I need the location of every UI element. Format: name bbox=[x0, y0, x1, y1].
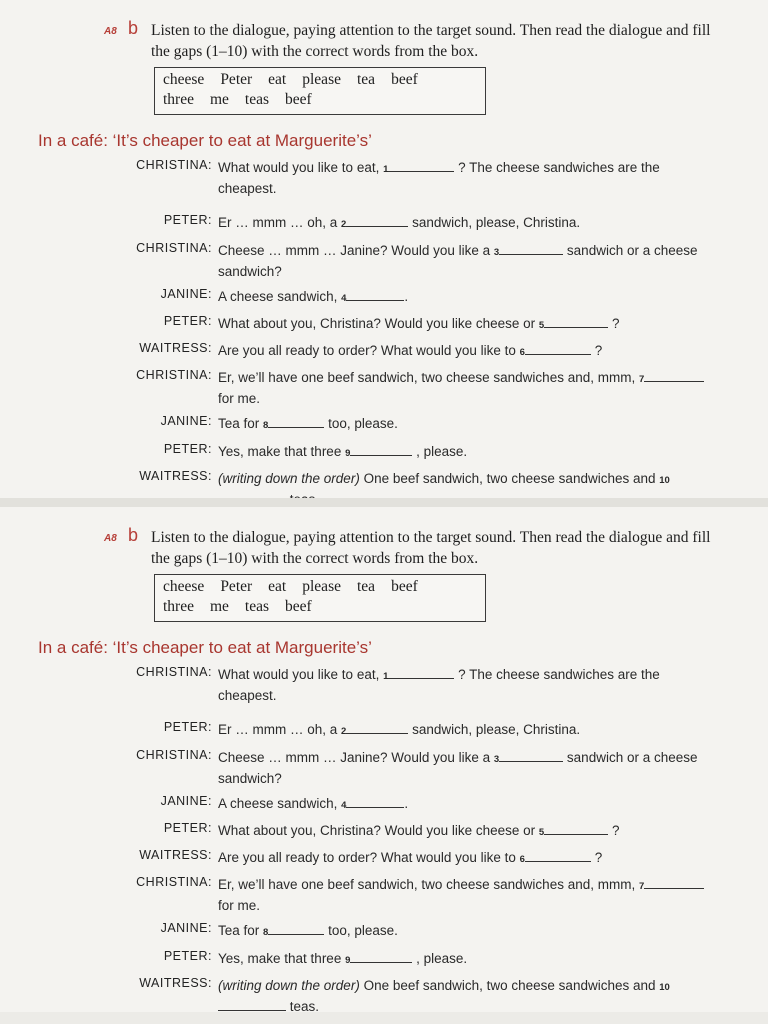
gap-number: 8 bbox=[263, 927, 269, 938]
worksheet-section-1 bbox=[0, 0, 768, 498]
word-box-row-1 bbox=[163, 578, 434, 596]
speech-after-gap: ? bbox=[608, 823, 620, 838]
gap-number: 4 bbox=[341, 293, 347, 304]
speech-before-gap: Tea for bbox=[218, 923, 264, 938]
speech-before-gap: Er … mmm … oh, a bbox=[218, 215, 342, 230]
word-box bbox=[154, 67, 486, 115]
answer-gap[interactable] bbox=[346, 796, 404, 808]
word-box-word: beef bbox=[391, 578, 418, 595]
speech-before-gap: Cheese … mmm … Janine? Would you like a bbox=[218, 243, 494, 258]
speech-after-gap: too, please. bbox=[324, 923, 398, 938]
speech-before-gap: Yes, make that three bbox=[218, 444, 346, 459]
speech-before-gap: One beef sandwich, two cheese sandwiches and bbox=[359, 471, 660, 486]
speech-before-gap: Are you all ready to order? What would you like to bbox=[218, 343, 520, 358]
speech-after-gap: ? bbox=[590, 343, 603, 358]
speaker-name: CHRISTINA: bbox=[136, 158, 212, 172]
speech-before-gap: What about you, Christina? Would you like cheese or bbox=[218, 823, 539, 838]
speech-text bbox=[218, 949, 710, 970]
answer-gap[interactable] bbox=[388, 667, 454, 679]
speech-before-gap: What about you, Christina? Would you like cheese or bbox=[218, 316, 539, 331]
answer-gap[interactable] bbox=[644, 370, 704, 382]
speech-text bbox=[218, 341, 710, 362]
section-divider bbox=[0, 498, 768, 507]
speaker-name: PETER: bbox=[163, 442, 212, 456]
answer-gap[interactable] bbox=[525, 850, 591, 862]
speech-after-gap: sandwich, please, Christina. bbox=[408, 722, 581, 737]
speech-before-gap: Er … mmm … oh, a bbox=[218, 722, 342, 737]
word-box-row-2 bbox=[163, 91, 328, 109]
answer-gap[interactable] bbox=[499, 750, 563, 762]
speaker-name: JANINE: bbox=[160, 414, 212, 428]
speech-text bbox=[218, 875, 710, 915]
gap-number: 9 bbox=[345, 448, 351, 459]
speech-text bbox=[218, 442, 710, 463]
word-box-word: me bbox=[209, 598, 229, 615]
speaker-name: PETER: bbox=[163, 720, 212, 734]
speech-after-gap: teas. bbox=[286, 999, 320, 1014]
speech-text bbox=[218, 665, 710, 705]
answer-gap[interactable] bbox=[346, 215, 408, 227]
stage-direction: (writing down the order) bbox=[218, 471, 360, 486]
answer-gap[interactable] bbox=[499, 243, 563, 255]
speech-before-gap: Are you all ready to order? What would you like to bbox=[218, 850, 520, 865]
answer-gap[interactable] bbox=[644, 877, 704, 889]
gap-number: 5 bbox=[538, 320, 545, 331]
gap-number: 4 bbox=[341, 800, 347, 811]
speech-after-gap: for me. bbox=[218, 391, 261, 406]
answer-gap[interactable] bbox=[346, 289, 404, 301]
gap-number: 3 bbox=[493, 754, 500, 765]
speaker-name: CHRISTINA: bbox=[136, 875, 212, 889]
speech-after-gap: sandwich or a cheese sandwich? bbox=[218, 750, 698, 786]
task-instruction: Listen to the dialogue, paying attention to the target sound. Then read the dialogue and fill the gaps (1–10) with the correct words from the box. bbox=[151, 22, 711, 60]
word-box-word: beef bbox=[285, 598, 312, 615]
gap-number: 10 bbox=[659, 475, 670, 486]
speaker-name: JANINE: bbox=[160, 287, 212, 301]
word-box-word: teas bbox=[244, 91, 270, 108]
answer-gap[interactable] bbox=[268, 923, 324, 935]
speech-after-gap: ? The cheese sandwiches are the cheapest. bbox=[218, 160, 660, 196]
speech-text bbox=[218, 368, 710, 408]
speech-text bbox=[218, 241, 710, 281]
speech-text bbox=[218, 921, 710, 942]
speech-after-gap: sandwich, please, Christina. bbox=[408, 215, 581, 230]
dialogue-title: In a café: ‘It’s cheaper to eat at Marguerite’s’ bbox=[38, 131, 372, 150]
speaker-name: JANINE: bbox=[160, 921, 212, 935]
answer-gap[interactable] bbox=[525, 343, 591, 355]
speaker-name: PETER: bbox=[163, 949, 212, 963]
word-box-word: beef bbox=[391, 71, 418, 88]
speech-before-gap: Er, we’ll have one beef sandwich, two cheese sandwiches and, mmm, bbox=[218, 877, 639, 892]
speech-text bbox=[218, 213, 710, 234]
word-box-word: beef bbox=[285, 91, 312, 108]
gap-number: 2 bbox=[341, 726, 347, 737]
speech-text bbox=[218, 821, 710, 842]
answer-gap[interactable] bbox=[350, 951, 412, 963]
answer-gap[interactable] bbox=[268, 416, 324, 428]
speaker-name: WAITRESS: bbox=[139, 341, 212, 355]
speech-after-gap: too, please. bbox=[324, 416, 398, 431]
speech-before-gap: A cheese sandwich, bbox=[218, 289, 342, 304]
gap-number: 6 bbox=[519, 854, 525, 865]
speech-after-gap: ? bbox=[608, 316, 620, 331]
speech-after-gap: . bbox=[404, 796, 409, 811]
gap-number: 7 bbox=[638, 881, 645, 892]
gap-number: 9 bbox=[345, 955, 351, 966]
word-box-row-1 bbox=[163, 71, 434, 89]
answer-gap[interactable] bbox=[346, 722, 408, 734]
speech-text bbox=[218, 314, 710, 335]
worksheet-section-2 bbox=[0, 507, 768, 1012]
speaker-name: PETER: bbox=[163, 213, 212, 227]
gap-number: 3 bbox=[493, 247, 500, 258]
speaker-name: PETER: bbox=[163, 314, 212, 328]
speaker-name: CHRISTINA: bbox=[136, 368, 212, 382]
speech-text bbox=[218, 158, 710, 198]
gap-number: 8 bbox=[263, 420, 269, 431]
speech-after-gap: . bbox=[404, 289, 409, 304]
speech-text bbox=[218, 414, 710, 435]
gap-number: 6 bbox=[519, 347, 525, 358]
speech-before-gap: One beef sandwich, two cheese sandwiches and bbox=[359, 978, 660, 993]
speech-after-gap: sandwich or a cheese sandwich? bbox=[218, 243, 698, 279]
speaker-name: CHRISTINA: bbox=[136, 748, 212, 762]
answer-gap[interactable] bbox=[218, 999, 286, 1011]
task-letter: b bbox=[128, 18, 139, 38]
answer-gap[interactable] bbox=[350, 444, 412, 456]
speech-before-gap: Cheese … mmm … Janine? Would you like a bbox=[218, 750, 494, 765]
speech-before-gap: What would you like to eat, bbox=[218, 160, 384, 175]
gap-number: 1 bbox=[383, 671, 389, 682]
speaker-name: CHRISTINA: bbox=[136, 665, 212, 679]
word-box-word: eat bbox=[268, 578, 287, 595]
speech-after-gap: ? bbox=[590, 850, 603, 865]
word-box-word: Peter bbox=[220, 578, 253, 595]
speaker-name: WAITRESS: bbox=[139, 469, 212, 483]
audio-track-label: A8 bbox=[104, 533, 117, 544]
word-box-word: please bbox=[302, 71, 341, 88]
speech-after-gap: , please. bbox=[412, 951, 468, 966]
speech-text bbox=[218, 287, 710, 308]
speech-after-gap: ? The cheese sandwiches are the cheapest. bbox=[218, 667, 660, 703]
answer-gap[interactable] bbox=[388, 160, 454, 172]
word-box-word: cheese bbox=[163, 578, 205, 595]
speech-after-gap: for me. bbox=[218, 898, 261, 913]
speaker-name: WAITRESS: bbox=[139, 976, 212, 990]
word-box-word: three bbox=[163, 598, 194, 615]
gap-number: 7 bbox=[638, 374, 645, 385]
word-box-word: eat bbox=[268, 71, 287, 88]
dialogue-title: In a café: ‘It’s cheaper to eat at Marguerite’s’ bbox=[38, 638, 372, 657]
task-instruction: Listen to the dialogue, paying attention to the target sound. Then read the dialogue and fill the gaps (1–10) with the correct words from the box. bbox=[151, 529, 711, 567]
word-box-word: me bbox=[209, 91, 229, 108]
word-box-word: teas bbox=[244, 598, 270, 615]
word-box-word: three bbox=[163, 91, 194, 108]
speech-before-gap: What would you like to eat, bbox=[218, 667, 384, 682]
speech-after-gap: , please. bbox=[412, 444, 468, 459]
speech-before-gap: Tea for bbox=[218, 416, 264, 431]
speaker-name: CHRISTINA: bbox=[136, 241, 212, 255]
word-box-word: cheese bbox=[163, 71, 205, 88]
gap-number: 10 bbox=[659, 982, 670, 993]
gap-number: 1 bbox=[383, 164, 389, 175]
word-box-word: tea bbox=[356, 578, 376, 595]
answer-gap[interactable] bbox=[544, 823, 608, 835]
gap-number: 2 bbox=[341, 219, 347, 230]
word-box-row-2 bbox=[163, 598, 328, 616]
word-box-word: tea bbox=[356, 71, 376, 88]
speaker-name: JANINE: bbox=[160, 794, 212, 808]
audio-track-label: A8 bbox=[104, 26, 117, 37]
speech-text bbox=[218, 720, 710, 741]
speaker-name: PETER: bbox=[163, 821, 212, 835]
speech-text bbox=[218, 848, 710, 869]
task-letter: b bbox=[128, 525, 139, 545]
word-box bbox=[154, 574, 486, 622]
answer-gap[interactable] bbox=[544, 316, 608, 328]
word-box-word: Peter bbox=[220, 71, 253, 88]
stage-direction: (writing down the order) bbox=[218, 978, 360, 993]
speaker-name: WAITRESS: bbox=[139, 848, 212, 862]
speech-before-gap: A cheese sandwich, bbox=[218, 796, 342, 811]
speech-text bbox=[218, 748, 710, 788]
speech-before-gap: Yes, make that three bbox=[218, 951, 346, 966]
speech-text bbox=[218, 794, 710, 815]
gap-number: 5 bbox=[538, 827, 545, 838]
speech-before-gap: Er, we’ll have one beef sandwich, two cheese sandwiches and, mmm, bbox=[218, 370, 639, 385]
speech-text bbox=[218, 976, 710, 1016]
word-box-word: please bbox=[302, 578, 341, 595]
